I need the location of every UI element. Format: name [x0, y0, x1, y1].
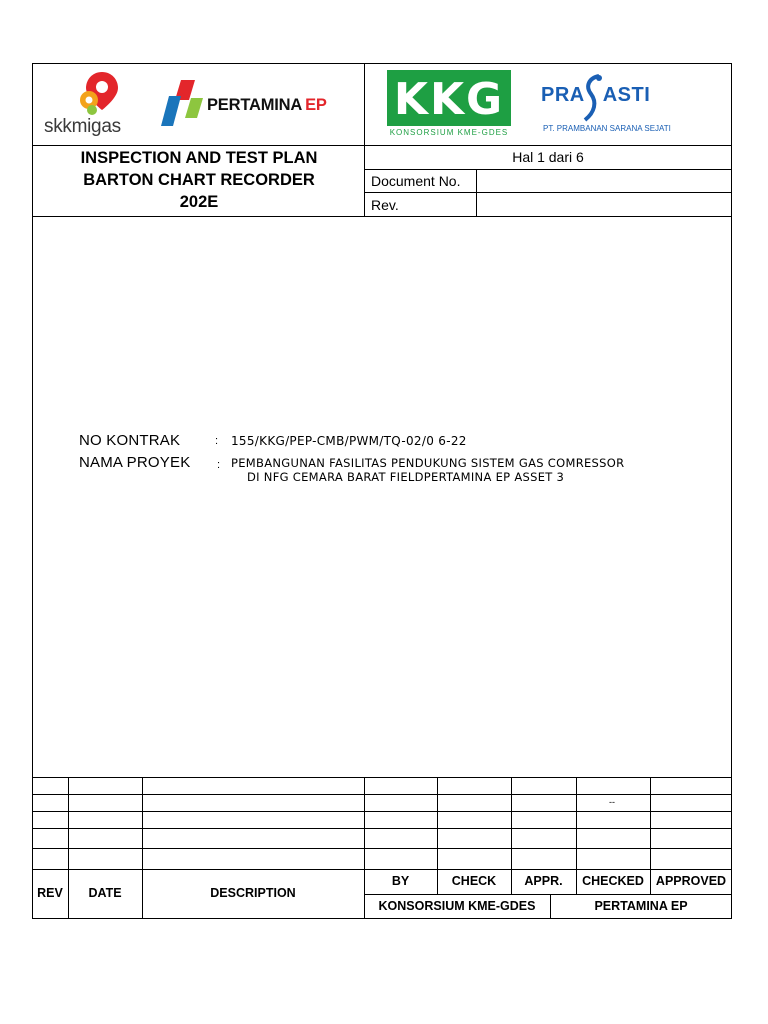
page-info: Hal 1 dari 6	[512, 149, 584, 165]
rev-row-line-4	[32, 828, 732, 829]
nama-proyek-label: NAMA PROYEK	[79, 454, 191, 471]
pertamina-ep-logo	[161, 78, 327, 134]
skkmigas-wordmark: skkmigas	[44, 116, 121, 137]
pertamina-wordmark	[207, 96, 327, 115]
rev-row-line-6	[32, 869, 732, 870]
rev-row-line-7	[364, 894, 732, 895]
no-kontrak-colon: :	[215, 435, 219, 447]
description-column-header: DESCRIPTION	[210, 886, 296, 900]
pertamina-logo-icon	[161, 78, 205, 130]
header-divider	[32, 145, 732, 146]
nama-proyek-colon: :	[217, 459, 221, 471]
prasasti-text-2: ASTI	[602, 84, 651, 106]
document-title-line2: BARTON CHART RECORDER	[83, 171, 315, 189]
checked-column-header: CHECKED	[582, 874, 644, 888]
document-no-label: Document No.	[371, 173, 461, 189]
rev-column-header: REV	[37, 886, 63, 900]
doc-no-divider	[364, 192, 732, 193]
kkg-subtitle: KONSORSIUM KME-GDES	[389, 128, 509, 137]
rev-row-line-1	[32, 777, 732, 778]
document-title-line3: 202E	[179, 193, 219, 211]
kkg-wordmark: KKG	[393, 74, 505, 125]
pertamina-ep-text: EP	[305, 96, 327, 114]
rev-col-line-3	[364, 777, 365, 919]
prasasti-s-icon	[581, 74, 603, 122]
kkg-logo	[387, 70, 511, 138]
header-bottom-line	[32, 216, 732, 217]
owner-name: PERTAMINA EP	[594, 899, 688, 913]
rev-row-line-5	[32, 848, 732, 849]
page-info-divider	[364, 169, 732, 170]
doc-value-divider	[476, 169, 477, 216]
nama-proyek-value-line1: PEMBANGUNAN FASILITAS PENDUKUNG SISTEM GAS COMRESSOR	[231, 456, 625, 470]
header-vertical-divider	[364, 63, 365, 216]
no-kontrak-label: NO KONTRAK	[79, 432, 181, 449]
prasasti-logo	[541, 74, 691, 138]
pertamina-text: PERTAMINA	[207, 96, 303, 114]
revision-mark: --	[609, 797, 615, 807]
prasasti-subtitle: PT. PRAMBANAN SARANA SEJATI	[543, 124, 671, 133]
check-column-header: CHECK	[451, 874, 497, 888]
contractor-name: KONSORSIUM KME-GDES	[378, 899, 536, 913]
prasasti-text-1: PRA	[541, 84, 585, 106]
date-column-header: DATE	[88, 886, 122, 900]
by-column-header: BY	[391, 874, 410, 888]
skkmigas-logo	[44, 70, 156, 140]
rev-label: Rev.	[371, 197, 399, 213]
no-kontrak-value: 155/KKG/PEP-CMB/PWM/TQ-02/0 6-22	[231, 434, 467, 448]
appr-column-header: APPR.	[524, 874, 563, 888]
rev-row-line-3	[32, 811, 732, 812]
approved-column-header: APPROVED	[655, 874, 727, 888]
document-title-line1: INSPECTION AND TEST PLAN	[80, 149, 318, 167]
rev-row-line-2	[32, 794, 732, 795]
nama-proyek-value-line2: DI NFG CEMARA BARAT FIELDPERTAMINA EP ASSET 3	[247, 470, 565, 484]
